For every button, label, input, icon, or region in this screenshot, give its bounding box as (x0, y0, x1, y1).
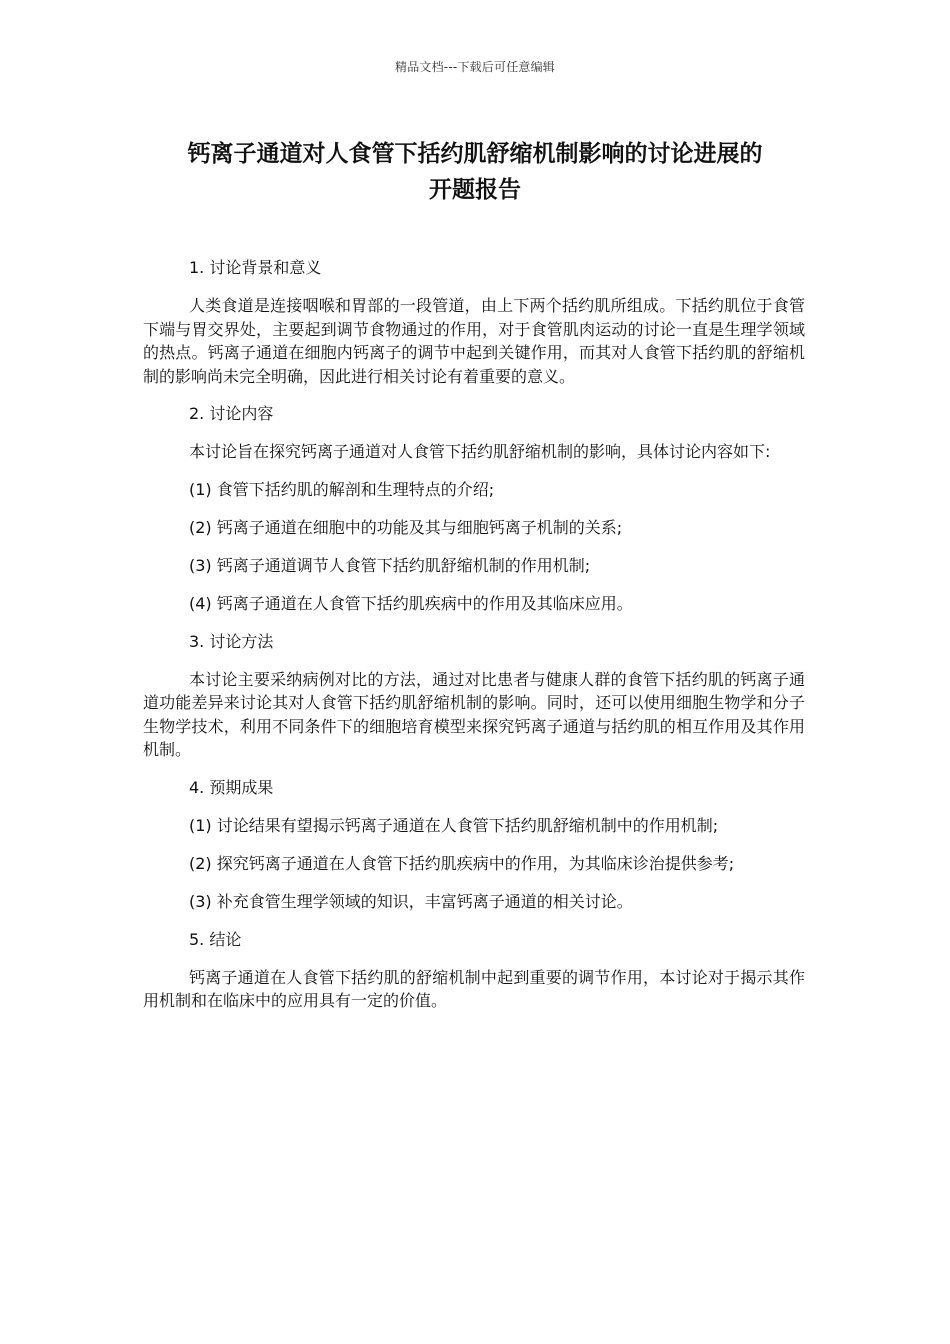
section-heading-expected-results: 4. 预期成果 (189, 777, 274, 797)
header-note: 精品文档---下载后可任意编辑 (395, 60, 555, 74)
section-paragraph-conclusion: 钙离子通道在人食管下括约肌的舒缩机制中起到重要的调节作用，本讨论对于揭示其作用机制和在临床中的应用具有一定的价值。 (143, 967, 805, 1010)
section-heading-method: 3. 讨论方法 (189, 631, 274, 651)
section-paragraph-content: 本讨论旨在探究钙离子通道对人食管下括约肌舒缩机制的影响，具体讨论内容如下: (189, 442, 771, 461)
document-title (130, 136, 820, 208)
title-line-2: 开题报告 (429, 177, 521, 203)
content-list-item: (3) 钙离子通道调节人食管下括约肌舒缩机制的作用机制; (189, 555, 591, 575)
section-heading-background: 1. 讨论背景和意义 (189, 258, 322, 277)
title-line-1: 钙离子通道对人食管下括约肌舒缩机制影响的讨论进展的 (187, 141, 763, 167)
document-body (143, 256, 805, 1027)
section-heading-conclusion: 5. 结论 (189, 929, 242, 949)
content-list-item: (4) 钙离子通道在人食管下括约肌疾病中的作用及其临床应用。 (189, 593, 633, 613)
section-heading-content: 2. 讨论内容 (189, 404, 274, 423)
results-list-item: (3) 补充食管生理学领域的知识，丰富钙离子通道的相关讨论。 (189, 891, 633, 911)
results-list-item: (1) 讨论结果有望揭示钙离子通道在人食管下括约肌舒缩机制中的作用机制; (189, 815, 719, 835)
content-list-item: (2) 钙离子通道在细胞中的功能及其与细胞钙离子机制的关系; (189, 517, 623, 537)
section-paragraph-method: 本讨论主要采纳病例对比的方法，通过对比患者与健康人群的食管下括约肌的钙离子通道功能差异来讨论其对人食管下括约肌舒缩机制的影响。同时，还可以使用细胞生物学和分子生物学技术，利用不同条件下的细胞培育模型来探究钙离子通道与括约肌的相互作用及其作用机制。 (143, 669, 805, 759)
section-paragraph-background: 人类食道是连接咽喉和胃部的一段管道，由上下两个括约肌所组成。下括约肌位于食管下端与胃交界处，主要起到调节食物通过的作用，对于食管肌肉运动的讨论一直是生理学领域的热点。钙离子通道在细胞内钙离子的调节中起到关键作用，而其对人食管下括约肌的舒缩机制的影响尚未完全明确，因此进行相关讨论有着重要的意义。 (143, 296, 805, 386)
content-list-item: (1) 食管下括约肌的解剖和生理特点的介绍; (189, 479, 495, 499)
results-list-item: (2) 探究钙离子通道在人食管下括约肌疾病中的作用，为其临床诊治提供参考; (189, 853, 735, 873)
